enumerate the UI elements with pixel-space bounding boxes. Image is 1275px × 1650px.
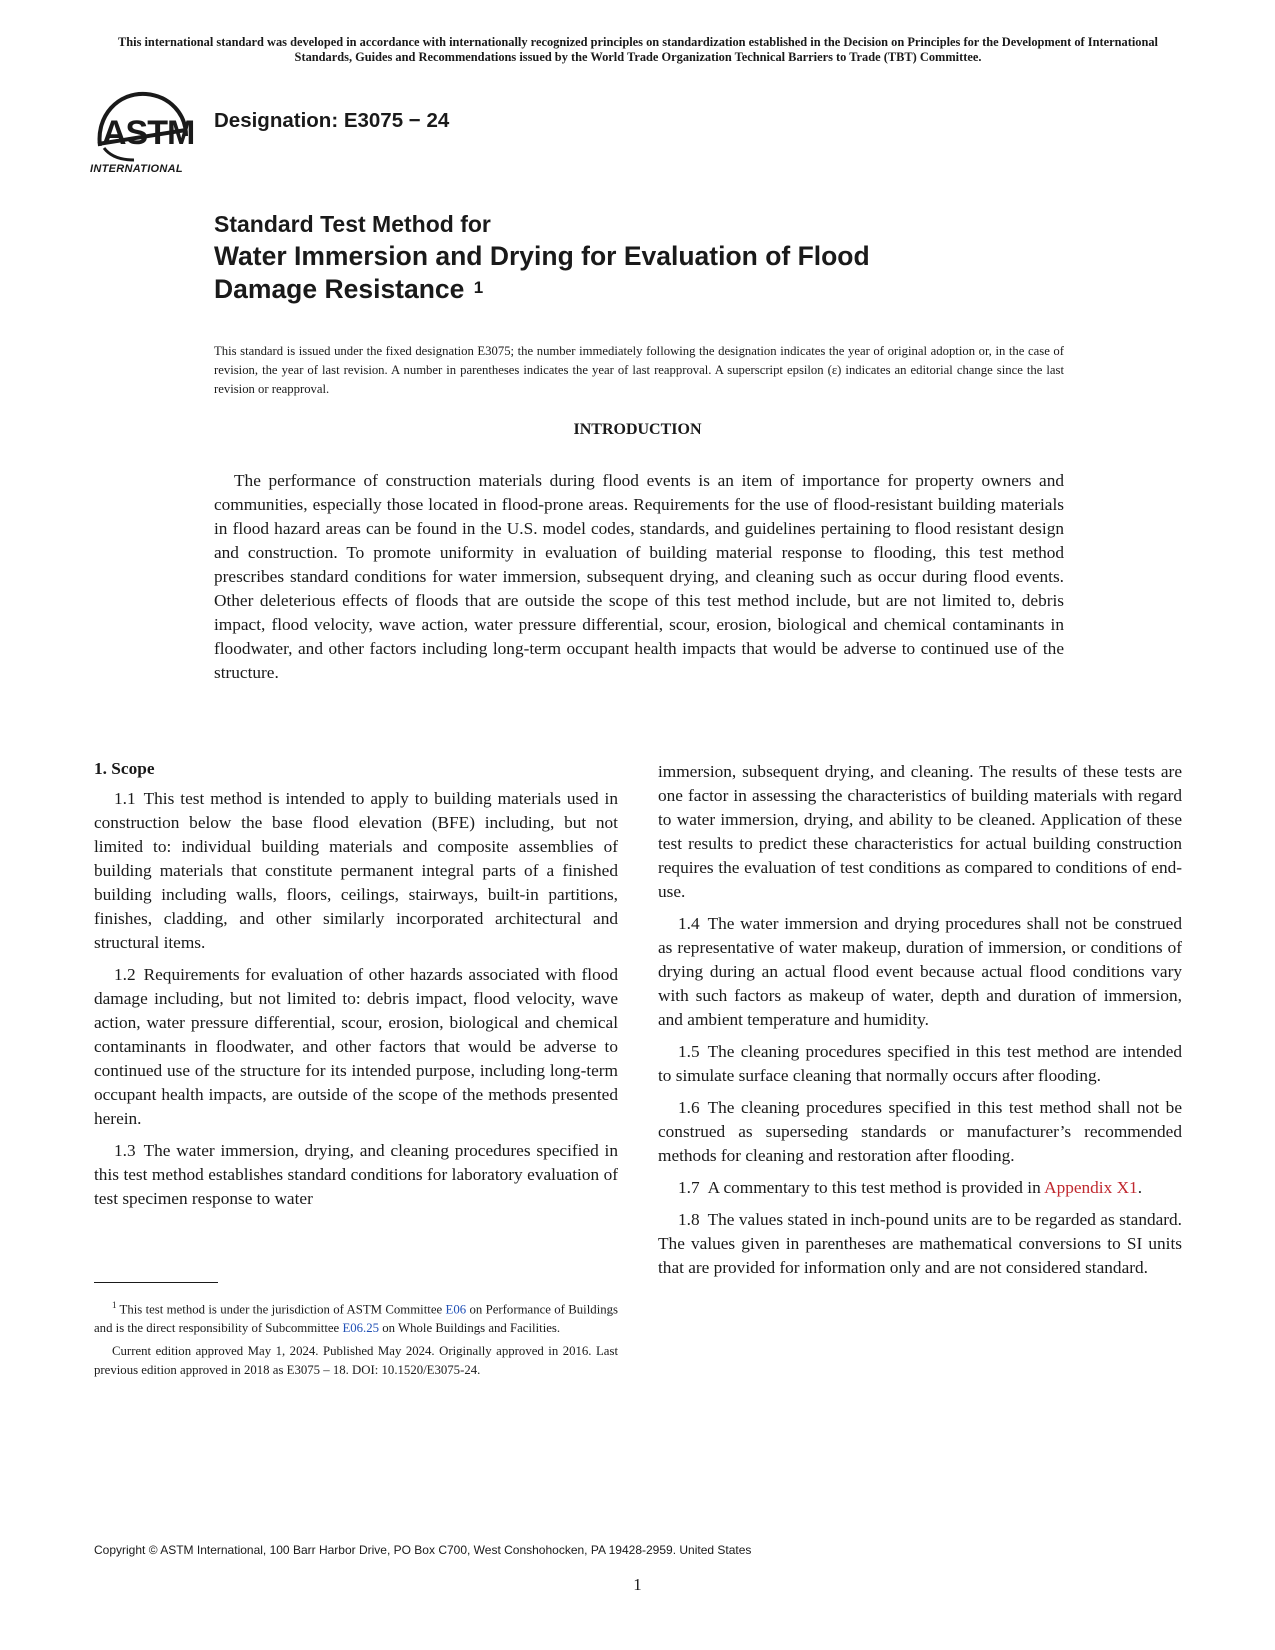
section-heading-scope: 1. Scope bbox=[94, 759, 155, 778]
paragraph-number: 1.3 bbox=[114, 1141, 136, 1160]
title-footnote-ref: 1 bbox=[473, 278, 484, 297]
paragraph-number: 1.4 bbox=[678, 914, 700, 933]
footnote-divider bbox=[94, 1282, 218, 1283]
paragraph-number: 1.2 bbox=[114, 965, 136, 984]
footnote-edition: Current edition approved May 1, 2024. Published May 2024. Originally approved in 2016. Last previous edition approved in 2018 as E3075 – 18. DOI: 10.1520/E3075-24. bbox=[94, 1344, 618, 1378]
title-line-3: Damage Resistance bbox=[214, 274, 465, 304]
footnote-1 bbox=[94, 1296, 618, 1338]
left-column bbox=[94, 757, 618, 1219]
astm-international-logo bbox=[90, 86, 194, 178]
paragraph-text: This test method is intended to apply to building materials used in construction below the base flood elevation (BFE) including, but not limited to: individual building materials and composite assemblies of building materials that constitute permanent integral parts of a finished building including walls, floors, ceilings, stairways, built-in partitions, finishes, cladding, and other similarly incorporated architectural and structural items. bbox=[94, 789, 618, 952]
document-title bbox=[214, 209, 1114, 306]
introduction-heading: INTRODUCTION bbox=[573, 421, 702, 438]
footnotes bbox=[94, 1296, 618, 1384]
paragraph-number: 1.5 bbox=[678, 1042, 700, 1061]
paragraph-1-7 bbox=[658, 1176, 1182, 1200]
paragraph-1-6 bbox=[658, 1096, 1182, 1168]
subcommittee-link-e06-25[interactable]: E06.25 bbox=[342, 1321, 380, 1336]
title-line-1: Standard Test Method for bbox=[214, 211, 491, 237]
designation: Designation: E3075 − 24 bbox=[214, 109, 450, 132]
paragraph-1-1 bbox=[94, 787, 618, 955]
paragraph-1-5 bbox=[658, 1040, 1182, 1088]
paragraph-number: 1.8 bbox=[678, 1210, 700, 1229]
paragraph-number: 1.6 bbox=[678, 1098, 700, 1117]
footnote-text: This test method is under the jurisdiction of ASTM Committee bbox=[119, 1302, 443, 1317]
header-notice: This international standard was developed in accordance with internationally recognized principles on standardization established in the Decision on Principles for the Development of International Standards, Guides and Recommendations issued by the World Trade Organization Technical Barriers to Trade (TBT) Committee. bbox=[117, 35, 1159, 64]
introduction-body: The performance of construction materials during flood events is an item of importance for property owners and communities, especially those located in flood-prone areas. Requirements for the use of flood-resistant building materials in flood hazard areas can be found in the U.S. model codes, standards, and guidelines pertaining to flood resistant design and construction. To promote uniformity in evaluation of building material response to flooding, this test method prescribes standard conditions for water immersion, subsequent drying, and cleaning such as occur during flood events. Other deleterious effects of floods that are outside the scope of this test method include, but are not limited to, debris impact, flood velocity, wave action, water pressure differential, scour, erosion, biological and chemical contaminants in floodwater, and other factors including long-term occupant health impacts that would be adverse to continued use of the structure. bbox=[214, 471, 1064, 682]
footnote-mark: 1 bbox=[112, 1300, 117, 1310]
svg-text:INTERNATIONAL: INTERNATIONAL bbox=[90, 163, 183, 175]
paragraph-1-2 bbox=[94, 963, 618, 1131]
paragraph-1-3-continued: immersion, subsequent drying, and cleaning. The results of these tests are one factor in assessing the characteristics of building materials with regard to water immersion, drying, and ability to be cleaned. Application of these test results to predict these characteristics for actual building construction requires the evaluation of test conditions as compared to conditions of end-use. bbox=[658, 762, 1182, 901]
page-number: 1 bbox=[633, 1575, 642, 1594]
footnote-text: on Performance of Buildings and is the direct responsibility of Subcommittee bbox=[94, 1302, 619, 1336]
paragraph-text: The water immersion and drying procedures shall not be construed as representative of water makeup, duration of immersion, or conditions of drying during an actual flood event because actual flood conditions vary with such factors as makeup of water, depth and duration of immersion, and ambient temperature and humidity. bbox=[658, 914, 1182, 1029]
paragraph-text: The water immersion, drying, and cleaning procedures specified in this test method establishes standard conditions for laboratory evaluation of test specimen response to water bbox=[94, 1141, 618, 1208]
paragraph-number: 1.7 bbox=[678, 1178, 700, 1197]
paragraph-1-4 bbox=[658, 912, 1182, 1032]
paragraph-1-8 bbox=[658, 1208, 1182, 1280]
committee-link-e06[interactable]: E06 bbox=[445, 1302, 467, 1317]
paragraph-text: Requirements for evaluation of other hazards associated with flood damage including, but not limited to: debris impact, flood velocity, wave action, water pressure differential, scour, erosion, biological and chemical contaminants in floodwater, and other factors that would be adverse to continued use of the structure for its intended purpose, including long-term occupant health impacts, are outside of the scope of the methods presented herein. bbox=[94, 965, 618, 1128]
title-line-2: Water Immersion and Drying for Evaluation of Flood bbox=[214, 241, 870, 271]
paragraph-text: The cleaning procedures specified in this test method shall not be construed as superseding standards or manufacturer’s recommended methods for cleaning and restoration after flooding. bbox=[658, 1098, 1182, 1165]
paragraph-text: The values stated in inch-pound units are to be regarded as standard. The values given in parentheses are mathematical conversions to SI units that are provided for information only and are not considered standard. bbox=[658, 1210, 1182, 1277]
paragraph-1-3 bbox=[94, 1139, 618, 1211]
paragraph-text: . bbox=[1137, 1178, 1143, 1197]
appendix-x1-link[interactable]: Appendix X1 bbox=[1044, 1178, 1138, 1197]
paragraph-text: A commentary to this test method is provided in bbox=[707, 1178, 1041, 1197]
right-column bbox=[658, 760, 1182, 1288]
paragraph-number: 1.1 bbox=[114, 789, 136, 808]
paragraph-text: The cleaning procedures specified in this test method are intended to simulate surface cleaning that normally occurs after flooding. bbox=[658, 1042, 1182, 1085]
svg-text:ASTM: ASTM bbox=[102, 114, 194, 152]
footnote-text: on Whole Buildings and Facilities. bbox=[382, 1321, 561, 1336]
issuance-note: This standard is issued under the fixed designation E3075; the number immediately following the designation indicates the year of original adoption or, in the case of revision, the year of last revision. A number in parentheses indicates the year of last reapproval. A superscript epsilon (ε) indicates an editorial change since the last revision or reapproval. bbox=[214, 344, 1064, 396]
copyright-notice: Copyright © ASTM International, 100 Barr Harbor Drive, PO Box C700, West Conshohocken, PA 19428-2959. United States bbox=[94, 1543, 752, 1557]
